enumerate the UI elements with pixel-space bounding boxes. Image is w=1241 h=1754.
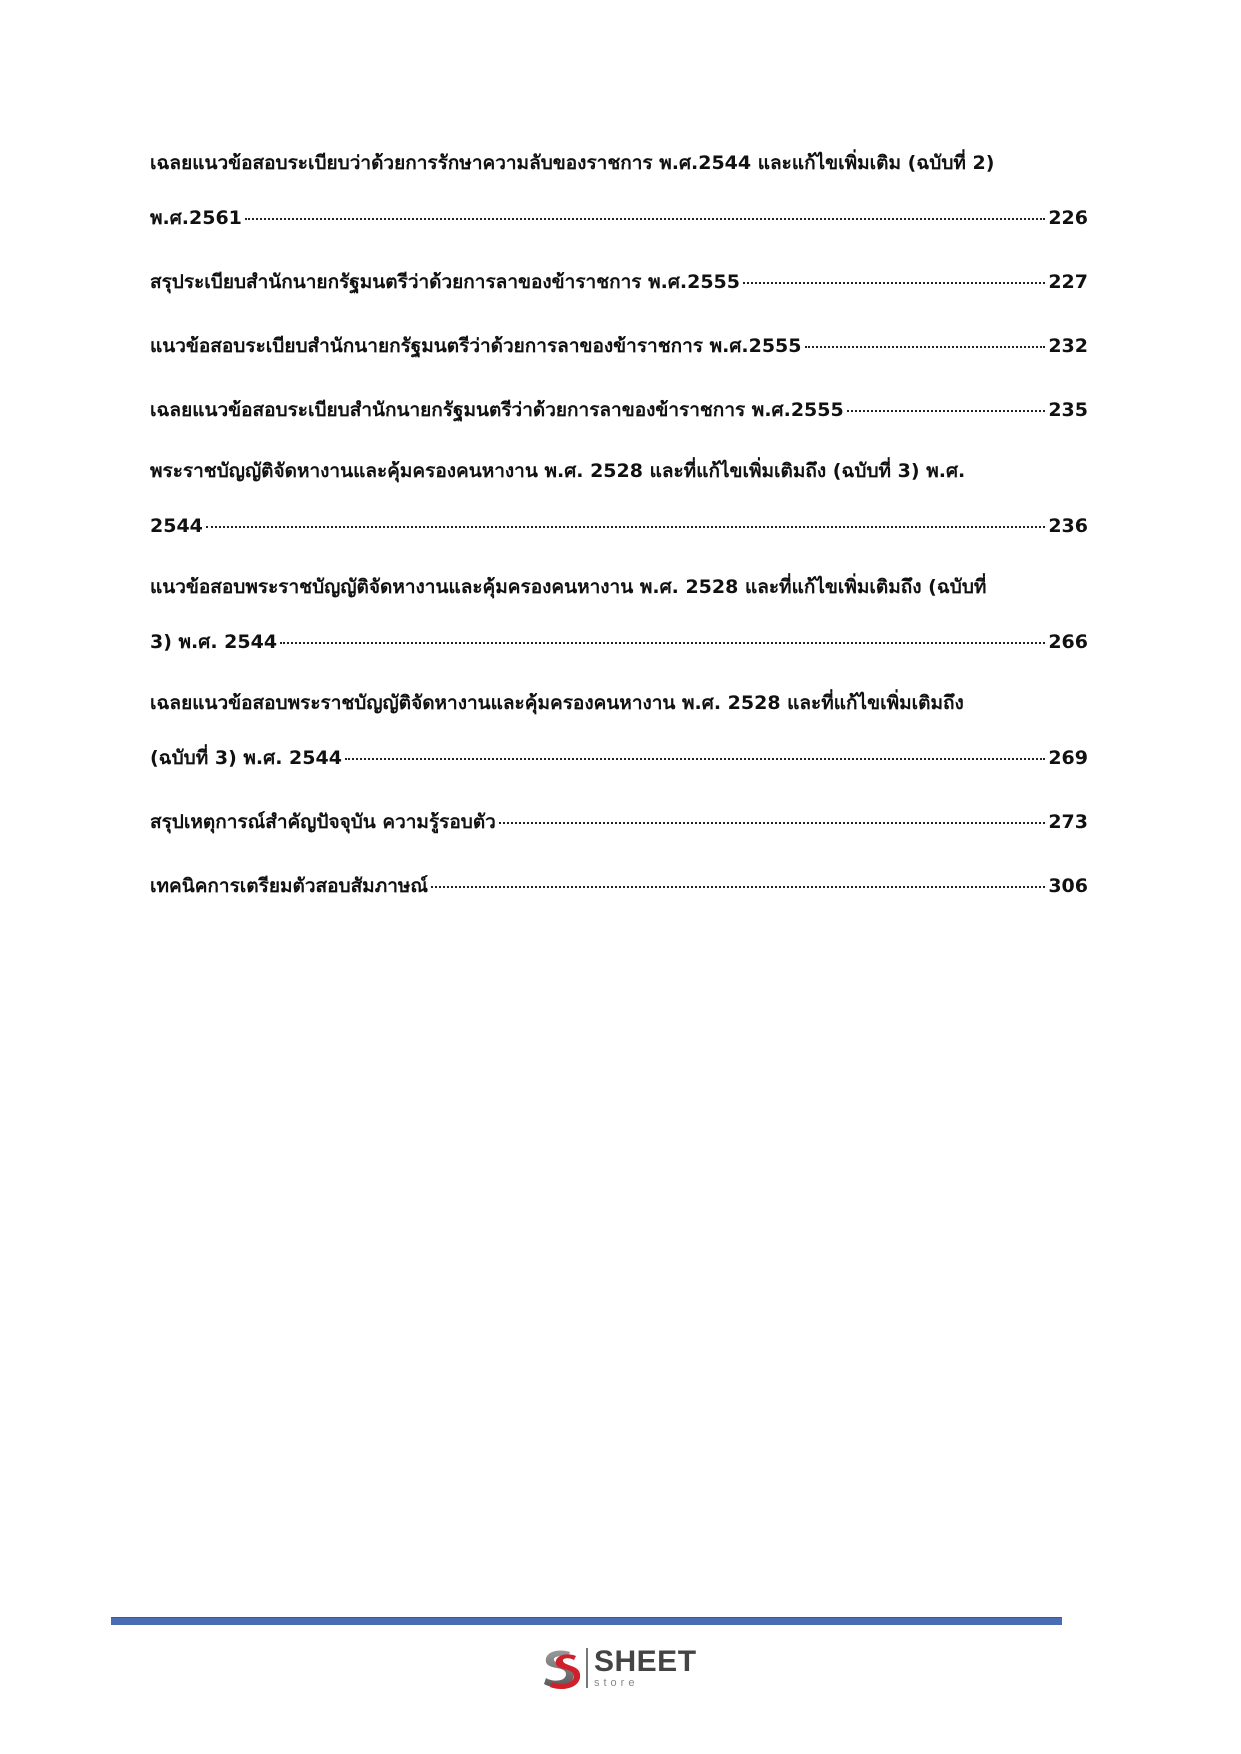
toc-entry-title: เฉลยแนวข้อสอบระเบียบสำนักนายกรัฐมนตรีว่าด้วยการลาของข้าราชการ พ.ศ.2555 — [150, 399, 844, 421]
dot-leader — [805, 326, 1046, 348]
toc-page-number: 273 — [1048, 811, 1088, 833]
dot-leader — [280, 622, 1045, 644]
toc-entry[interactable] — [150, 690, 1088, 771]
toc-entry[interactable] — [150, 330, 1088, 359]
toc-page-number: 232 — [1048, 335, 1088, 357]
dot-leader — [245, 198, 1045, 220]
dot-leader — [206, 506, 1045, 528]
toc-entry[interactable] — [150, 870, 1088, 899]
toc-entry-title-cont: พ.ศ.2561 — [150, 207, 242, 229]
dot-leader — [345, 738, 1045, 760]
toc-page-number: 236 — [1048, 515, 1088, 537]
toc-entry-title: เฉลยแนวข้อสอบระเบียบว่าด้วยการรักษาความลับของราชการ พ.ศ.2544 และแก้ไขเพิ่มเติม (ฉบับที่ 2) — [150, 152, 995, 174]
toc-entry[interactable] — [150, 574, 1088, 655]
toc-entry[interactable] — [150, 150, 1088, 231]
toc-entry-title: พระราชบัญญัติจัดหางานและคุ้มครองคนหางาน พ.ศ. 2528 และที่แก้ไขเพิ่มเติมถึง (ฉบับที่ 3) พ.ศ. — [150, 460, 966, 482]
toc-entry-title-cont: 3) พ.ศ. 2544 — [150, 631, 278, 653]
toc-page-number: 306 — [1048, 875, 1088, 897]
toc-entry-title: แนวข้อสอบระเบียบสำนักนายกรัฐมนตรีว่าด้วยการลาของข้าราชการ พ.ศ.2555 — [150, 335, 802, 357]
toc-page-number: 266 — [1048, 631, 1088, 653]
toc-page-number: 235 — [1048, 399, 1088, 421]
toc-entry-title: แนวข้อสอบพระราชบัญญัติจัดหางานและคุ้มครองคนหางาน พ.ศ. 2528 และที่แก้ไขเพิ่มเติมถึง (ฉบับที่ — [150, 576, 987, 598]
toc-entry-title-cont: 2544 — [150, 515, 203, 537]
logo-divider — [586, 1648, 588, 1688]
toc-entry[interactable] — [150, 806, 1088, 835]
logo-subtext: store — [594, 1677, 639, 1689]
sheet-store-logo-icon — [536, 1644, 584, 1692]
toc-entry-title-cont: (ฉบับที่ 3) พ.ศ. 2544 — [150, 747, 342, 769]
logo-wordmark: SHEET — [594, 1645, 697, 1678]
footer-divider — [111, 1617, 1062, 1625]
toc-page-number: 227 — [1048, 271, 1088, 293]
toc-entry[interactable] — [150, 458, 1088, 539]
dot-leader — [499, 802, 1045, 824]
toc-entry[interactable] — [150, 394, 1088, 423]
table-of-contents — [150, 150, 1088, 934]
dot-leader — [431, 866, 1045, 888]
toc-page-number: 269 — [1048, 747, 1088, 769]
toc-page-number: 226 — [1048, 207, 1088, 229]
toc-entry-title: สรุปเหตุการณ์สำคัญปัจจุบัน ความรู้รอบตัว — [150, 811, 496, 833]
toc-entry-title: เทคนิคการเตรียมตัวสอบสัมภาษณ์ — [150, 875, 429, 897]
toc-entry[interactable] — [150, 266, 1088, 295]
toc-entry-title: สรุประเบียบสำนักนายกรัฐมนตรีว่าด้วยการลาของข้าราชการ พ.ศ.2555 — [150, 271, 740, 293]
toc-entry-title: เฉลยแนวข้อสอบพระราชบัญญัติจัดหางานและคุ้มครองคนหางาน พ.ศ. 2528 และที่แก้ไขเพิ่มเติมถึง — [150, 692, 964, 714]
dot-leader — [847, 390, 1046, 412]
sheet-store-logo — [536, 1643, 716, 1693]
dot-leader — [743, 262, 1045, 284]
